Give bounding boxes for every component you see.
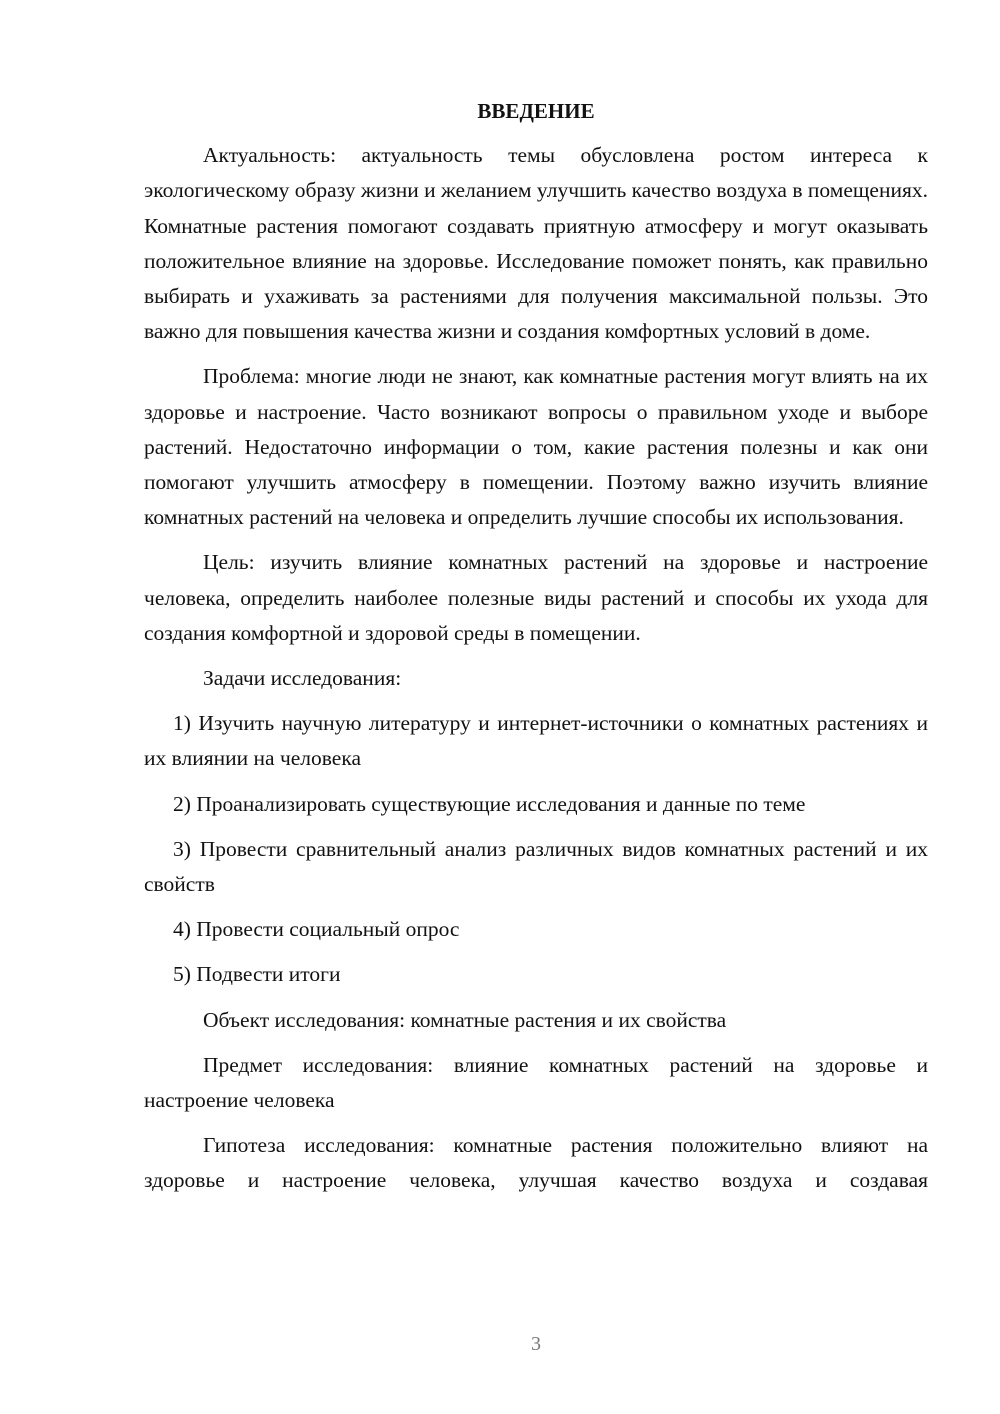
tasks-list [144,706,928,992]
list-item: 3) Провести сравнительный анализ различных видов комнатных растений и их свойств [144,836,928,897]
list-item: 5) Подвести итоги [173,962,341,987]
paragraph-subject: Предмет исследования: влияние комнатных растений на здоровье и настроение человека [144,1052,928,1113]
page-number: 3 [531,1333,541,1355]
paragraph-tasks-heading: Задачи исследования: [203,666,402,691]
page-title: ВВЕДЕНИЕ [477,99,595,123]
paragraph-relevance: Актуальность: актуальность темы обусловлена ростом интереса к экологическому образу жизни и желанием улучшить качество воздуха в помещениях. Комнатные растения помогают создавать приятную атмосферу и могут оказывать положительное влияние на здоровье. Исследование поможет понять, как правильно выбирать и ухаживать за растениями для получения максимальной пользы. Это важно для повышения качества жизни и создания комфортных условий в доме. [144,143,928,344]
paragraph-hypothesis: Гипотеза исследования: комнатные растения положительно влияют на здоровье и настроение человека, улучшая качество воздуха и создавая [144,1133,928,1193]
list-item: 2) Проанализировать существующие исследования и данные по теме [173,791,806,816]
paragraph-goal: Цель: изучить влияние комнатных растений на здоровье и настроение человека, определить наиболее полезные виды растений и способы их ухода для создания комфортной и здоровой среды в помещении. [144,550,928,645]
list-item: 1) Изучить научную литературу и интернет-источники о комнатных растениях и их влиянии на человека [144,711,928,771]
paragraph-object: Объект исследования: комнатные растения и их свойства [203,1007,727,1032]
page-body [144,94,928,1209]
list-item: 4) Провести социальный опрос [173,917,460,942]
paragraph-problem: Проблема: многие люди не знают, как комнатные растения могут влиять на их здоровье и настроение. Часто возникают вопросы о правильном уходе и выборе растений. Недостаточно информации о том, какие растения полезны и как они помогают улучшить атмосферу в помещении. Поэтому важно изучить влияние комнатных растений на человека и определить лучшие способы их использования. [144,364,928,530]
